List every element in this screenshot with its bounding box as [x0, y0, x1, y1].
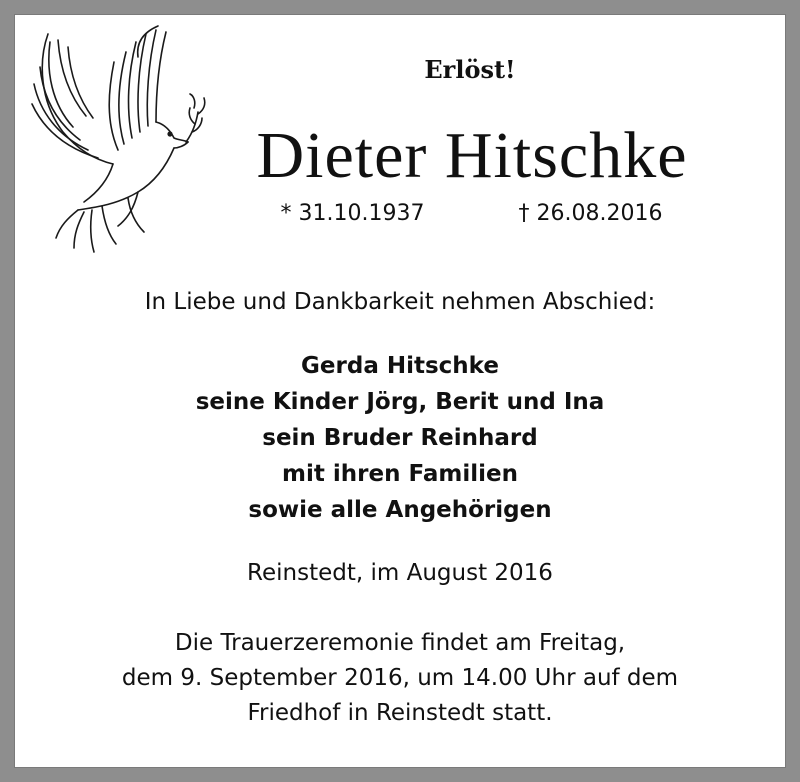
ceremony-line: dem 9. September 2016, um 14.00 Uhr auf dem — [121, 665, 679, 691]
ceremony-line: Die Trauerzeremonie findet am Freitag, — [174, 630, 626, 656]
mourners-list — [0, 348, 800, 528]
ceremony-line: Friedhof in Reinstedt statt. — [247, 700, 553, 726]
mourner-line: Gerda Hitschke — [301, 353, 499, 379]
heading-text: Erlöst! — [424, 55, 516, 84]
farewell-intro: In Liebe und Dankbarkeit nehmen Abschied: — [144, 289, 656, 315]
mourner-line: seine Kinder Jörg, Berit und Ina — [195, 389, 605, 415]
dove-with-olive-branch-icon — [18, 12, 218, 267]
birth-date: * 31.10.1937 — [280, 201, 425, 226]
death-date: † 26.08.2016 — [518, 201, 663, 226]
mourner-line: sowie alle Angehörigen — [248, 497, 552, 523]
deceased-name: Dieter Hitschke — [256, 119, 688, 192]
ceremony-info — [0, 626, 800, 731]
place-date: Reinstedt, im August 2016 — [247, 560, 553, 586]
mourner-line: mit ihren Familien — [282, 461, 518, 487]
mourner-line: sein Bruder Reinhard — [262, 425, 538, 451]
